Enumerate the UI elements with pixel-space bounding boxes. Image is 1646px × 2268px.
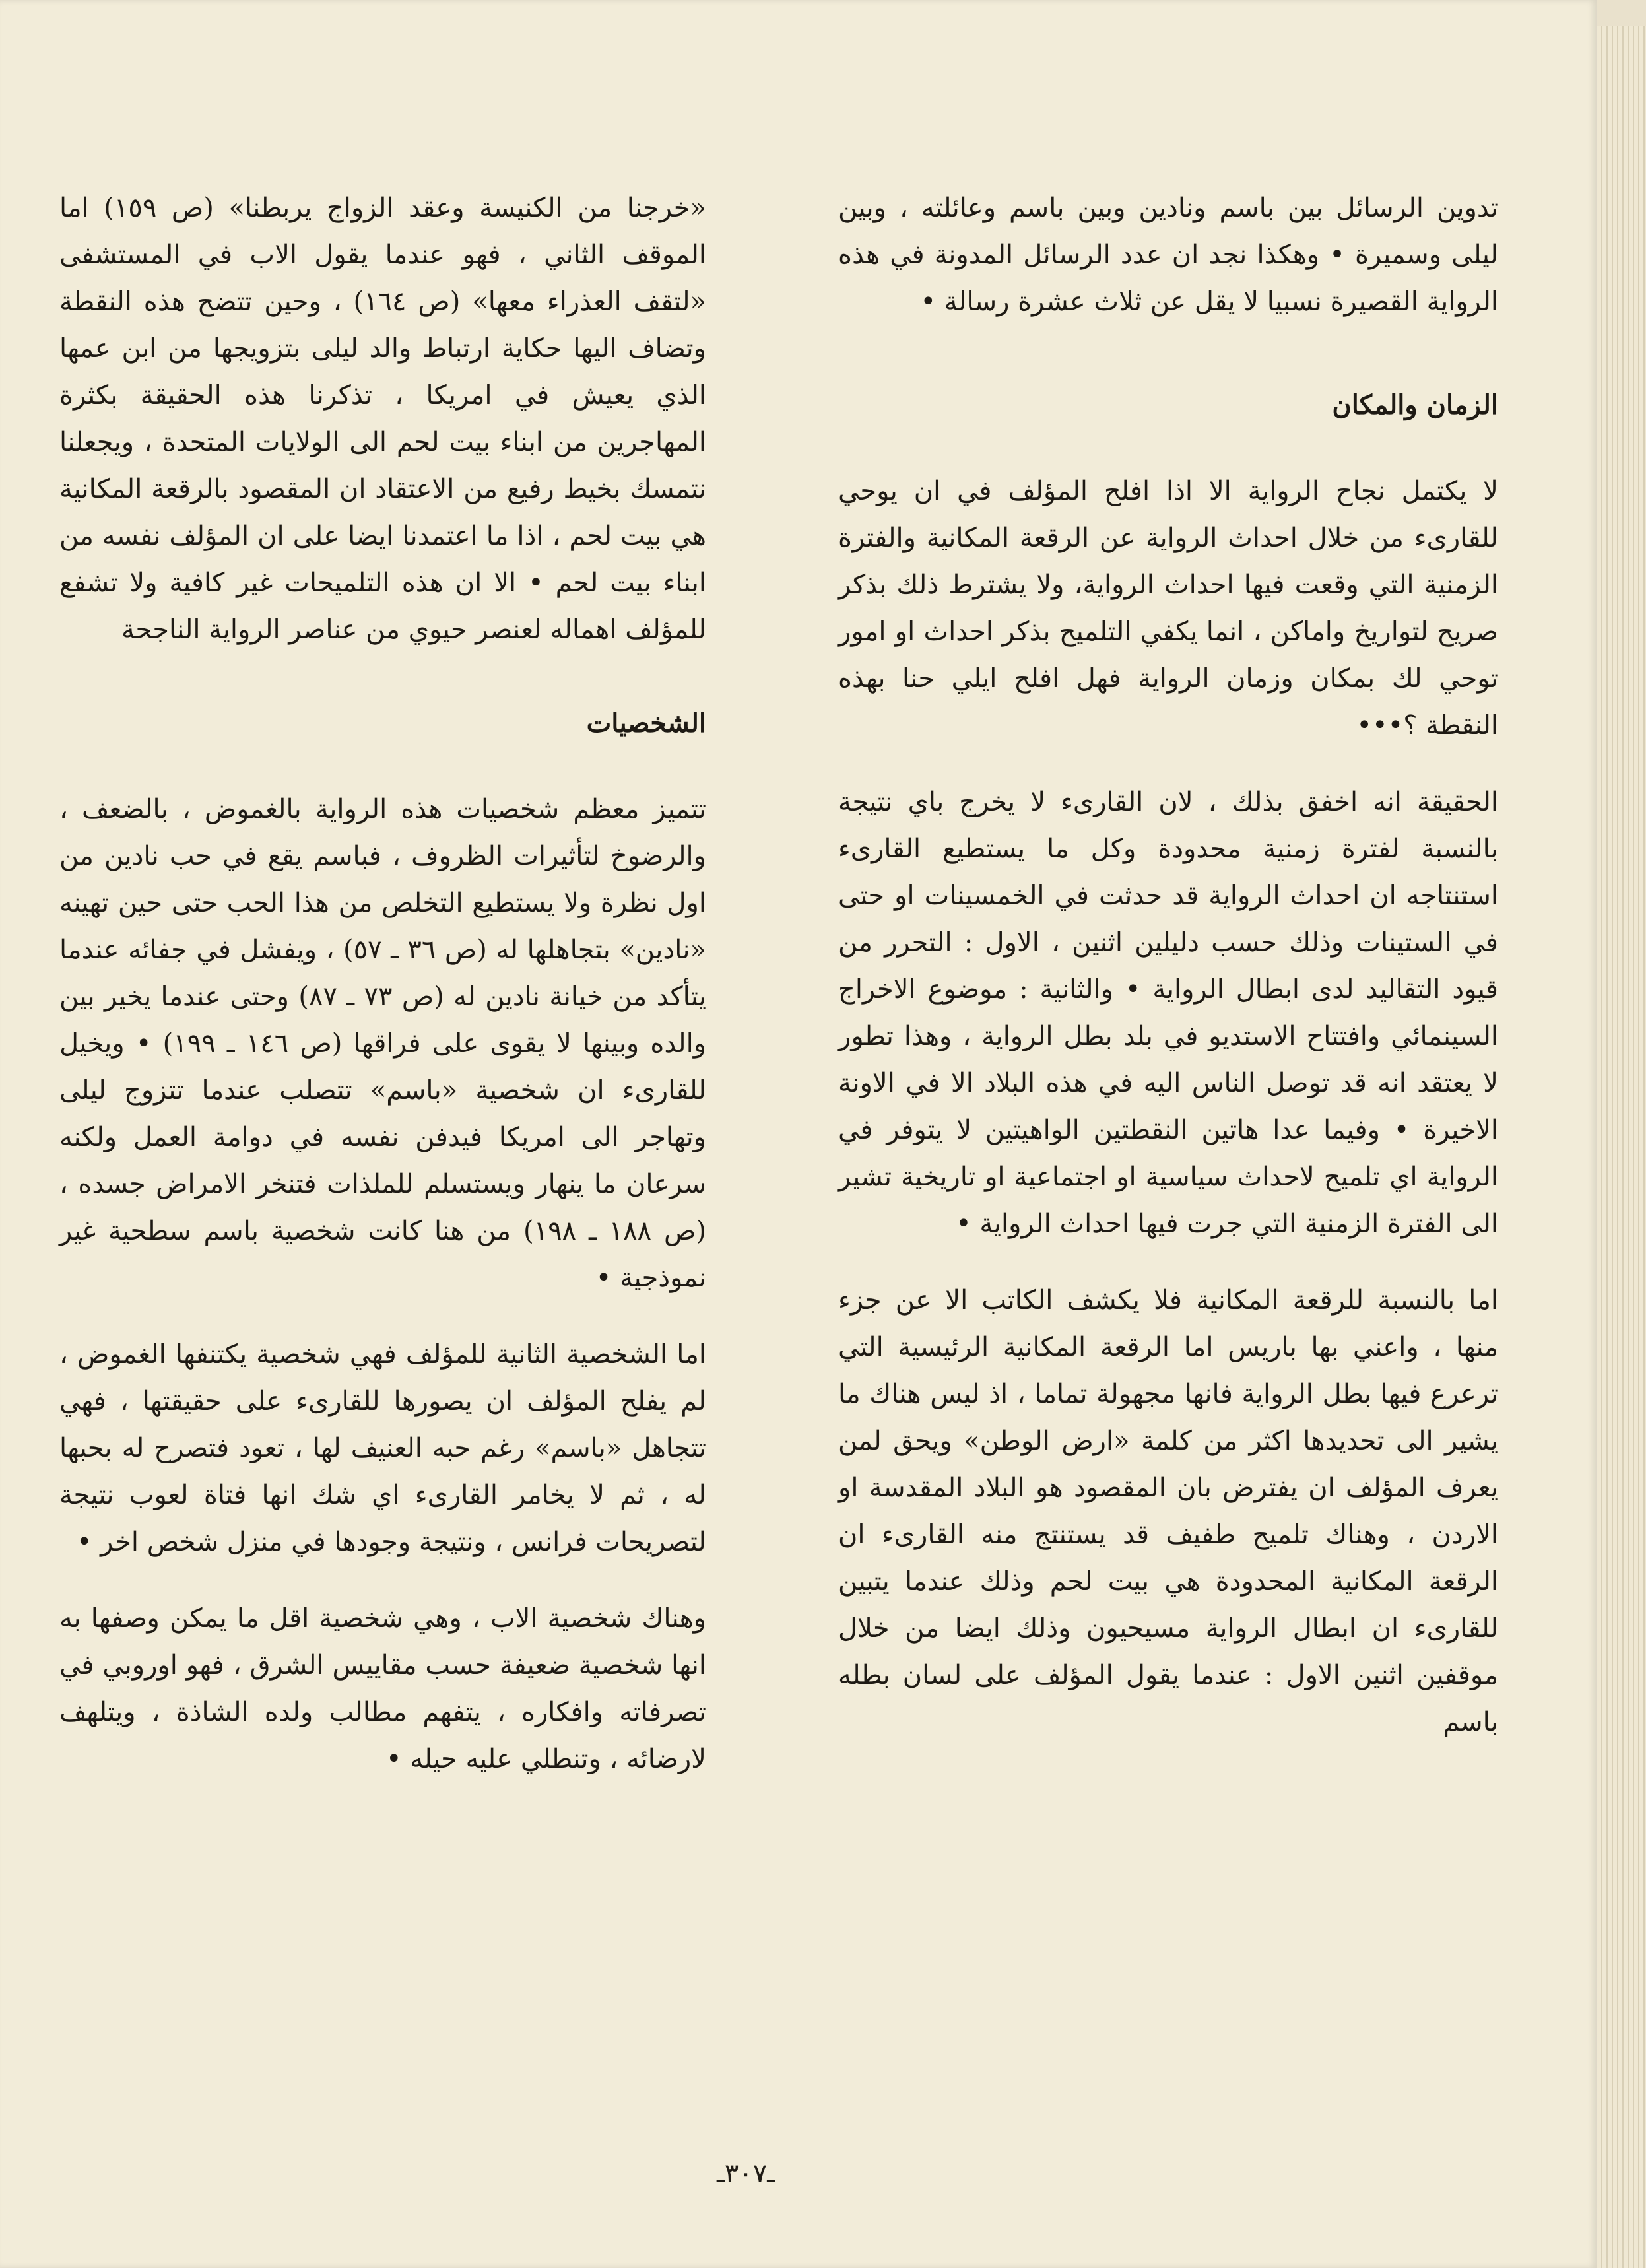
paragraph: اما الشخصية الثانية للمؤلف فهي شخصية يكتنفها الغموض ، لم يفلح المؤلف ان يصورها للقارىء على حقيقتها ، فهي تتجاهل «باسم» رغم حبه العنيف لها ، تعود فتصرح له بحبها له ، ثم لا يخامر القارىء اي شك انها فتاة لعوب نتيجة لتصريحات فرانس ، ونتيجة وجودها في منزل شخص اخر •	[59, 1339, 706, 1557]
paragraph: تدوين الرسائل بين باسم ونادين وبين باسم وعائلته ، وبين ليلى وسميرة • وهكذا نجد ان عدد الرسائل المدونة في هذه الرواية القصيرة نسبيا لا يقل عن ثلاث عشرة رسالة •	[838, 193, 1498, 317]
right-column	[838, 185, 1498, 1776]
paragraph: اما بالنسبة للرقعة المكانية فلا يكشف الكاتب الا عن جزء منها ، واعني بها باريس اما الرقعة المكانية الرئيسية التي ترعرع فيها بطل الرواية فانها مجهولة تماما ، اذ ليس هناك ما يشير الى تحديدها اكثر من كلمة «ارض الوطن» ويحق لمن يعرف المؤلف ان يفترض بان المقصود هو البلاد المقدسة او الاردن ، وهناك تلميح طفيف قد يستنتج منه القارىء ان الرقعة المكانية المحدودة هي بيت لحم وذلك عندما يتبين للقارىء ان ابطال الرواية مسيحيون وذلك ايضا من خلال موقفين اثنين الاول : عندما يقول المؤلف على لسان بطله باسم	[838, 1285, 1499, 1737]
section-heading-characters: الشخصيات	[586, 708, 706, 739]
paragraph: وهناك شخصية الاب ، وهي شخصية اقل ما يمكن وصفها به انها شخصية ضعيفة حسب مقاييس الشرق ، فهو اوروبي في تصرفاته وافكاره ، يتفهم مطالب ولده الشاذة ، ويتلهف لارضائه ، وتنطلي عليه حيله •	[59, 1603, 706, 1774]
section-heading-time-place: الزمان والمكان	[1332, 389, 1498, 420]
left-column	[59, 185, 706, 1813]
paragraph: الحقيقة انه اخفق بذلك ، لان القارىء لا يخرج باي نتيجة بالنسبة لفترة زمنية محدودة وكل ما يستطيع القارىء استنتاجه ان احداث الرواية قد حدثت في الخمسينات او حتى في الستينات وذلك حسب دليلين اثنين ، الاول : التحرر من قيود التقاليد لدى ابطال الرواية • والثانية : موضوع الاخراج السينمائي وافتتاح الاستديو في بلد بطل الرواية ، وهذا تطور لا يعتقد انه قد توصل الناس اليه في هذه البلاد الا في الاونة الاخيرة • وفيما عدا هاتين النقطتين الواهيتين لا يتوفر في الرواية اي تلميح لاحداث سياسية او اجتماعية او تاريخية تشير الى الفترة الزمنية التي جرت فيها احداث الرواية •	[838, 787, 1499, 1239]
page-edge	[1597, 26, 1646, 2268]
page-number: ـ٣٠٧ـ	[717, 2158, 775, 2189]
paragraph: «خرجنا من الكنيسة وعقد الزواج يربطنا» (ص ١٥٩) اما الموقف الثاني ، فهو عندما يقول الاب في المستشفى «لتقف العذراء معها» (ص ١٦٤) ، وحين تتضح هذه النقطة وتضاف اليها حكاية ارتباط والد ليلى بتزويجها من ابن عمها الذي يعيش في امريكا ، تذكرنا هذه الحقيقة بكثرة المهاجرين من ابناء بيت لحم الى الولايات المتحدة ، ويجعلنا نتمسك بخيط رفيع من الاعتقاد ان المقصود بالرقعة المكانية هي بيت لحم ، اذا ما اعتمدنا ايضا على ان المؤلف نفسه من ابناء بيت لحم • الا ان هذه التلميحات غير كافية ولا تشفع للمؤلف اهماله لعنصر حيوي من عناصر الرواية الناجحة	[59, 193, 707, 645]
paragraph: تتميز معظم شخصيات هذه الرواية بالغموض ، بالضعف ، والرضوخ لتأثيرات الظروف ، فباسم يقع في حب نادين من اول نظرة ولا يستطيع التخلص من هذا الحب حتى حين تهينه «نادين» بتجاهلها له (ص ٣٦ ـ ٥٧) ، ويفشل في جفائه عندما يتأكد من خيانة نادين له (ص ٧٣ ـ ٨٧) وحتى عندما يخير بين والده وبينها لا يقوى على فراقها (ص ١٤٦ ـ ١٩٩) • ويخيل للقارىء ان شخصية «باسم» تتصلب عندما تتزوج ليلى وتهاجر الى امريكا فيدفن نفسه في دوامة العمل ولكنه سرعان ما ينهار ويستسلم للملذات فتنخر الامراض جسده ، (ص ١٨٨ ـ ١٩٨) من هنا كانت شخصية باسم سطحية غير نموذجية •	[59, 794, 707, 1293]
paragraph: لا يكتمل نجاح الرواية الا اذا افلح المؤلف في ان يوحي للقارىء من خلال احداث الرواية عن الرقعة المكانية والفترة الزمنية التي وقعت فيها احداث الرواية، ولا يشترط ذلك بذكر صريح لتواريخ واماكن ، انما يكفي التلميح بذكر احداث او امور توحي لك بمكان وزمان الرواية فهل افلح ايلي حنا بهذه النقطة ؟•••	[838, 476, 1499, 741]
